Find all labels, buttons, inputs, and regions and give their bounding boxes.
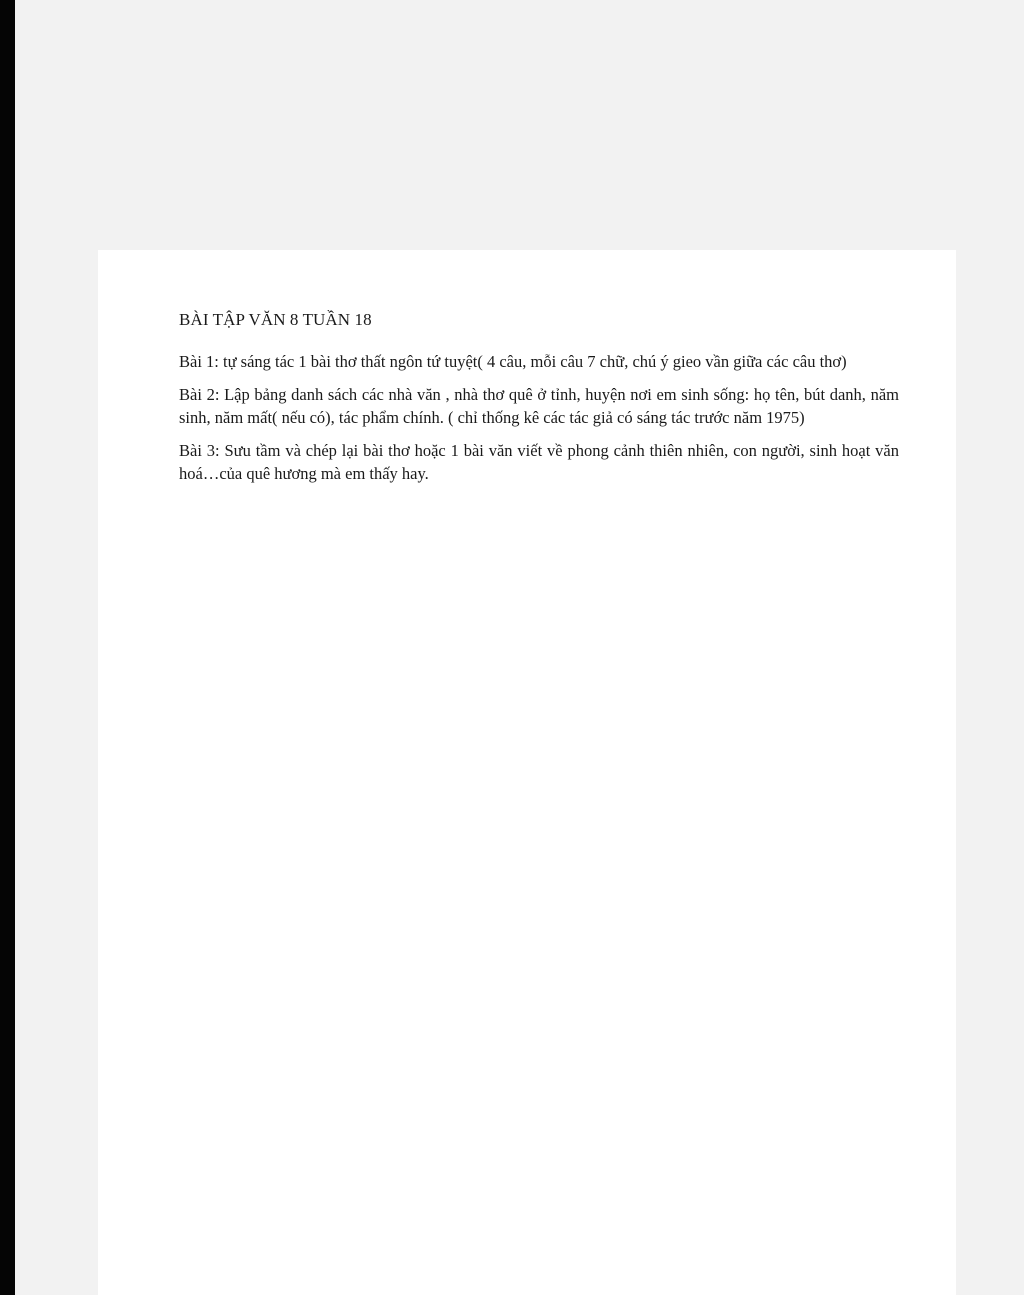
- document-content: [179, 310, 899, 495]
- document-title: BÀI TẬP VĂN 8 TUẦN 18: [179, 310, 372, 329]
- exercise-3: Bài 3: Sưu tầm và chép lại bài thơ hoặc 1 bài văn viết về phong cảnh thiên nhiên, con người, sinh hoạt văn hoá…của quê hương mà em thấy hay.: [179, 441, 899, 483]
- document-page: [98, 250, 956, 1295]
- left-edge-bar: [0, 0, 15, 1295]
- exercise-1: Bài 1: tự sáng tác 1 bài thơ thất ngôn tứ tuyệt( 4 câu, mỗi câu 7 chữ, chú ý gieo vần giữa các câu thơ): [179, 352, 847, 371]
- exercise-2: Bài 2: Lập bảng danh sách các nhà văn , nhà thơ quê ở tỉnh, huyện nơi em sinh sống: họ tên, bút danh, năm sinh, năm mất( nếu có), tác phẩm chính. ( chỉ thống kê các tác giả có sáng tác trước năm 1975): [179, 385, 899, 427]
